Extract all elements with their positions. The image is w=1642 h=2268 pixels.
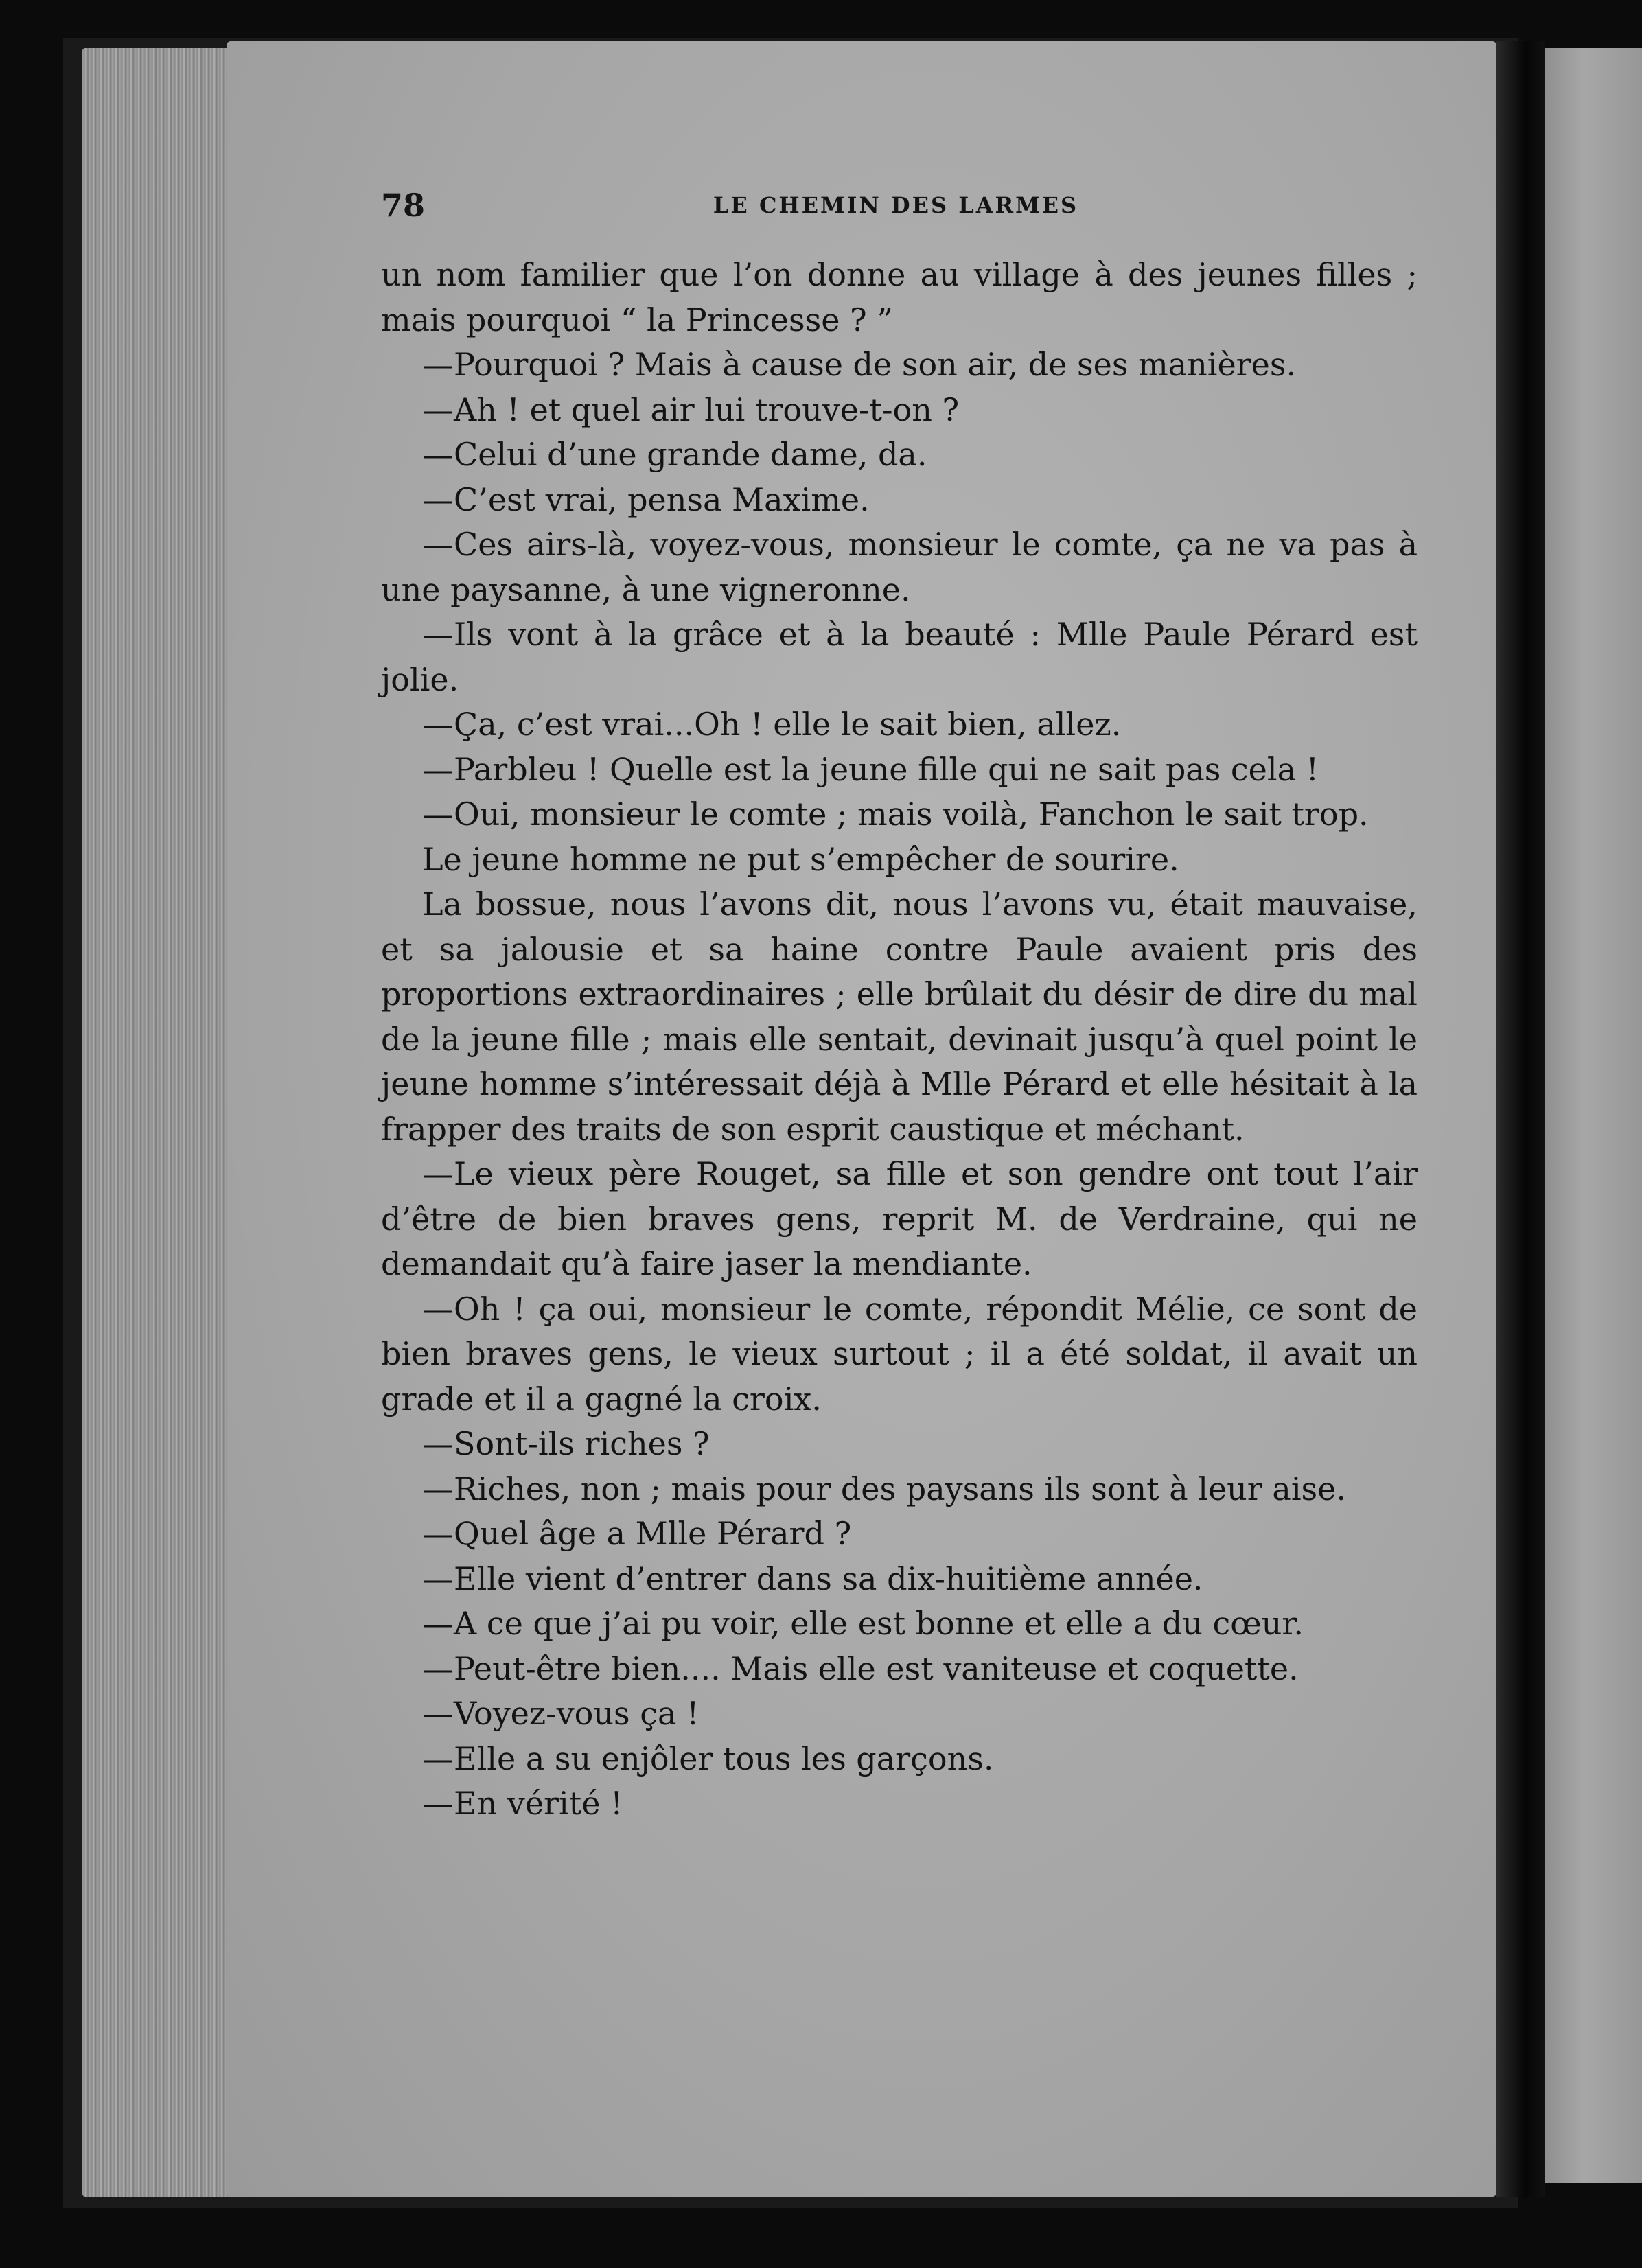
paragraph: —Elle a su enjôler tous les garçons. (422, 1739, 994, 1777)
paragraph: —Quel âge a Mlle Pérard ? (422, 1515, 852, 1552)
paragraph: —Ça, c’est vrai...Oh ! elle le sait bien, allez. (422, 706, 1122, 743)
paragraph: —A ce que j’ai pu voir, elle est bonne et elle a du cœur. (422, 1605, 1304, 1642)
running-title: LE CHEMIN DES LARMES (713, 192, 1079, 218)
paragraph: —Ils vont à la grâce et à la beauté : Mlle Paule Pérard est jolie. (381, 616, 1418, 698)
running-head (381, 187, 1418, 228)
page-edges (82, 48, 240, 2197)
paragraph: —C’est vrai, pensa Maxime. (422, 481, 870, 518)
paragraph: —Voyez-vous ça ! (422, 1695, 699, 1732)
paragraph: —Elle vient d’entrer dans sa dix-huitième année. (422, 1560, 1203, 1597)
paragraph: —Ces airs-là, voyez-vous, monsieur le comte, ça ne va pas à une paysanne, à une vigneronne. (381, 526, 1418, 608)
paragraph: —Riches, non ; mais pour des paysans ils sont à leur aise. (422, 1470, 1346, 1507)
paragraph: —Ah ! et quel air lui trouve-t-on ? (422, 391, 960, 428)
paragraph: La bossue, nous l’avons dit, nous l’avons vu, était mauvaise, et sa jalousie et sa haine contre Paule avaient pris des proportions extraordinaires ; elle brûlait du désir de dire du mal de la jeune fille ; mais elle sentait, devinait jusqu’à quel point le jeune homme s’intéressait déjà à Mlle Pérard et elle hésitait à la frapper des traits de son esprit caustique et méchant. (381, 886, 1418, 1148)
page-number: 78 (381, 187, 426, 224)
book-gutter (1496, 41, 1545, 2197)
paragraph: —Parbleu ! Quelle est la jeune fille qui ne sait pas cela ! (422, 750, 1319, 788)
facing-page-edge (1545, 48, 1642, 2183)
paragraph: —Peut-être bien.... Mais elle est vaniteuse et coquette. (422, 1650, 1299, 1687)
paragraph: —Le vieux père Rouget, sa fille et son gendre ont tout l’air d’être de bien braves gens, reprit M. de Verdraine, qui ne demandait qu’à faire jaser la mendiante. (381, 1155, 1418, 1282)
paragraph: —Sont-ils riches ? (422, 1425, 710, 1462)
paragraph: —En vérité ! (422, 1785, 623, 1822)
paragraph: —Celui d’une grande dame, da. (422, 436, 927, 473)
body-text (381, 253, 1418, 1827)
paragraph: un nom familier que l’on donne au village à des jeunes filles ; mais pourquoi “ la Princesse ? ” (381, 256, 1418, 338)
paragraph: —Oh ! ça oui, monsieur le comte, répondit Mélie, ce sont de bien braves gens, le vieux surtout ; il a été soldat, il avait un grade et il a gagné la croix. (381, 1290, 1418, 1418)
paragraph: Le jeune homme ne put s’empêcher de sourire. (422, 840, 1179, 878)
paragraph: —Pourquoi ? Mais à cause de son air, de ses manières. (422, 346, 1297, 383)
paragraph: —Oui, monsieur le comte ; mais voilà, Fanchon le sait trop. (422, 796, 1369, 833)
